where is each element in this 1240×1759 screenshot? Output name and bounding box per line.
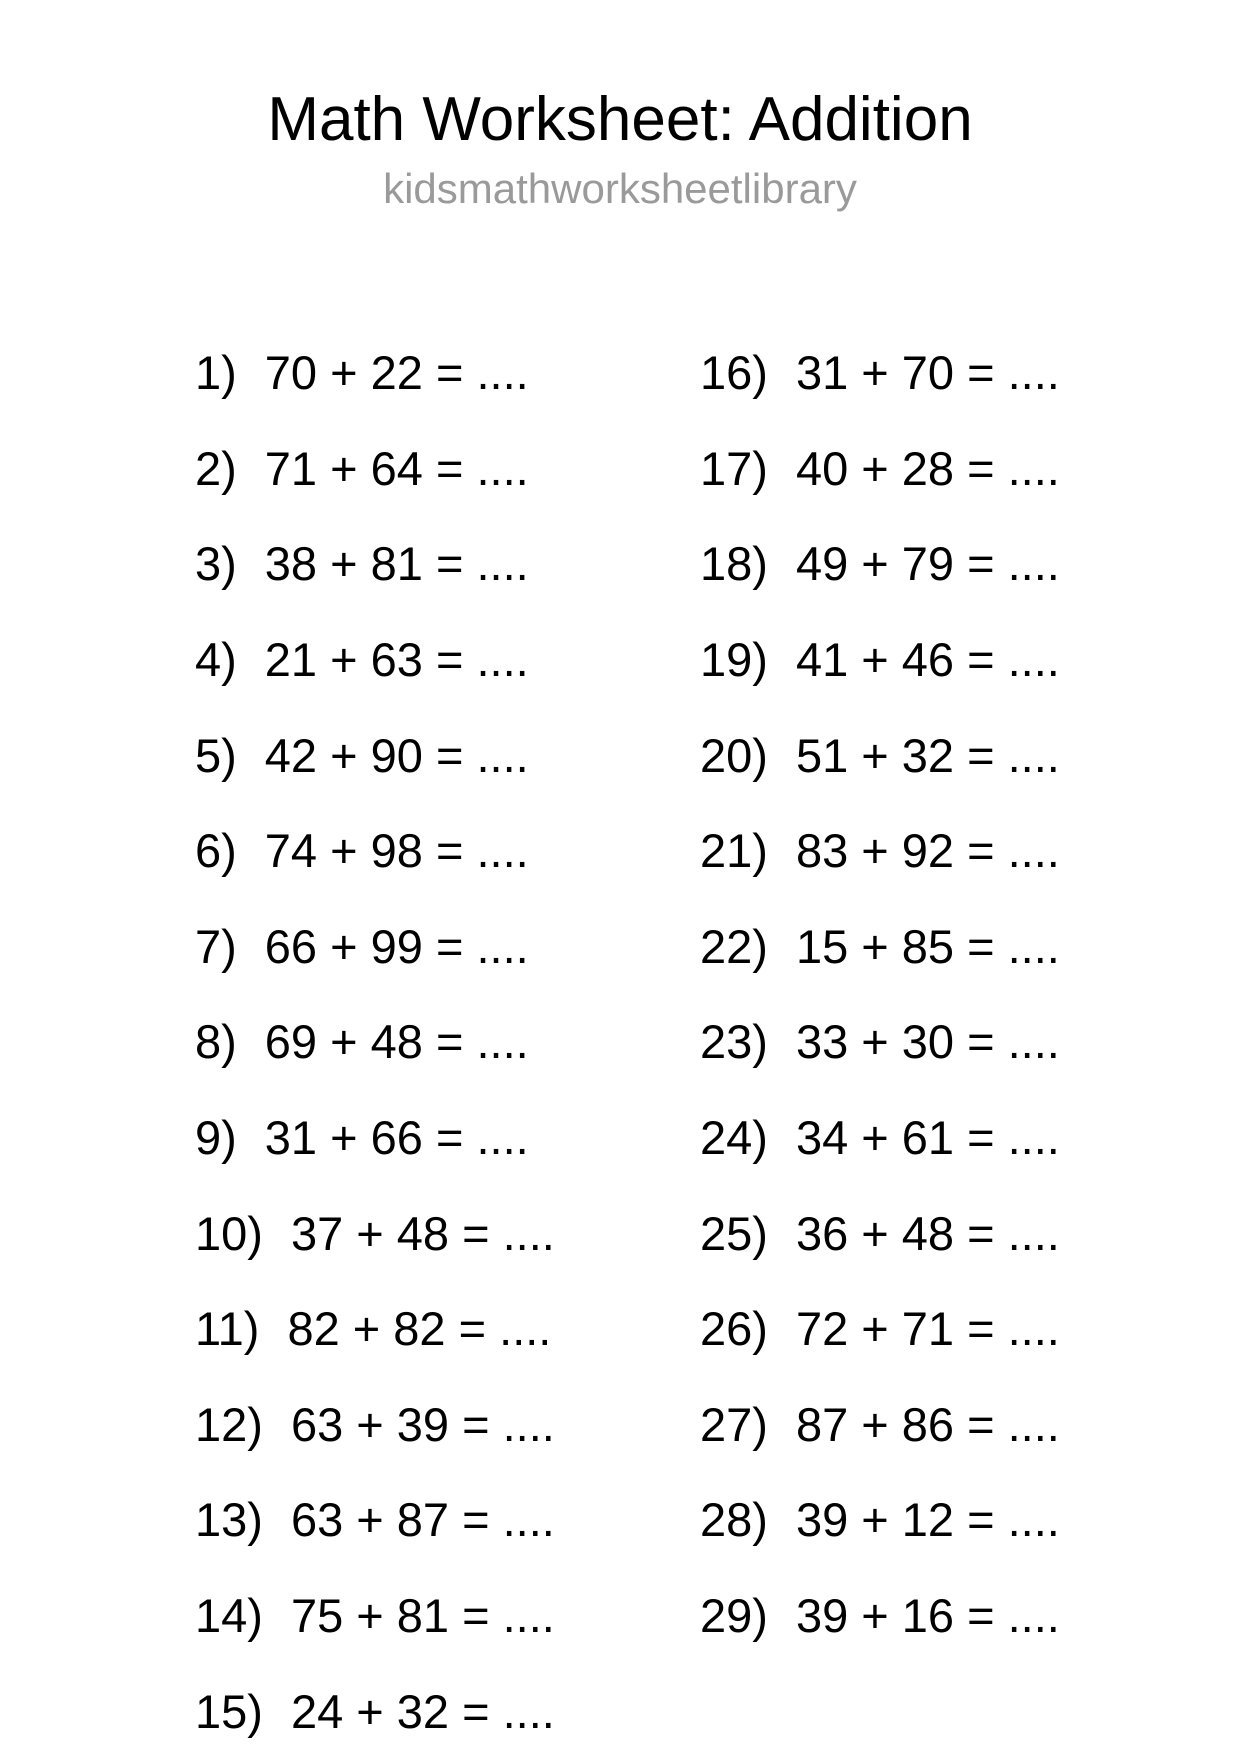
- problem-number: 20): [700, 728, 768, 782]
- problem-number: 23): [700, 1015, 768, 1069]
- problem-number: 13): [195, 1493, 263, 1547]
- problem-expression: 49 + 79 = ....: [795, 537, 1060, 591]
- problem-number: 18): [700, 537, 768, 591]
- problem-expression: 37 + 48 = ....: [290, 1206, 555, 1260]
- problem-row: [195, 899, 555, 995]
- problem-number: 11): [195, 1302, 260, 1356]
- problem-number: 6): [195, 824, 237, 878]
- problem-row: [700, 803, 1060, 899]
- problem-row: [700, 1185, 1060, 1281]
- problem-row: [195, 612, 555, 708]
- problem-expression: 38 + 81 = ....: [264, 537, 529, 591]
- problem-expression: 74 + 98 = ....: [264, 824, 529, 878]
- problem-expression: 75 + 81 = ....: [290, 1589, 555, 1643]
- problem-row: [195, 1185, 555, 1281]
- problem-row: [195, 1090, 555, 1186]
- problem-number: 19): [700, 633, 768, 687]
- problem-expression: 21 + 63 = ....: [264, 633, 529, 687]
- problem-row: [700, 994, 1060, 1090]
- problem-expression: 33 + 30 = ....: [795, 1015, 1060, 1069]
- problem-number: 24): [700, 1111, 768, 1165]
- problem-number: 4): [195, 633, 237, 687]
- problem-number: 14): [195, 1589, 263, 1643]
- problem-row: [700, 1472, 1060, 1568]
- problem-number: 27): [700, 1397, 768, 1451]
- problem-expression: 70 + 22 = ....: [264, 346, 529, 400]
- problem-expression: 69 + 48 = ....: [264, 1015, 529, 1069]
- problem-row: [195, 1663, 555, 1759]
- problem-expression: 71 + 64 = ....: [264, 441, 529, 495]
- problem-expression: 24 + 32 = ....: [290, 1684, 555, 1738]
- problem-row: [700, 707, 1060, 803]
- problem-number: 15): [195, 1684, 263, 1738]
- problem-row: [195, 707, 555, 803]
- problem-expression: 31 + 66 = ....: [264, 1111, 529, 1165]
- problem-number: 25): [700, 1206, 768, 1260]
- problem-expression: 40 + 28 = ....: [795, 441, 1060, 495]
- page-subtitle: kidsmathworksheetlibrary: [383, 165, 857, 213]
- problem-row: [700, 1377, 1060, 1473]
- problem-number: 10): [195, 1206, 263, 1260]
- problem-expression: 72 + 71 = ....: [795, 1302, 1060, 1356]
- problem-number: 3): [195, 537, 237, 591]
- problem-number: 5): [195, 728, 237, 782]
- problem-expression: 87 + 86 = ....: [795, 1397, 1060, 1451]
- worksheet-header: [0, 86, 1240, 212]
- problem-expression: 15 + 85 = ....: [795, 919, 1060, 973]
- problem-row: [195, 421, 555, 517]
- problem-row: [700, 612, 1060, 708]
- problem-expression: 34 + 61 = ....: [795, 1111, 1060, 1165]
- problem-expression: 66 + 99 = ....: [264, 919, 529, 973]
- problem-number: 7): [195, 919, 237, 973]
- problem-expression: 63 + 39 = ....: [290, 1397, 555, 1451]
- problem-row: [700, 1568, 1060, 1664]
- problem-expression: 39 + 12 = ....: [795, 1493, 1060, 1547]
- problem-number: 16): [700, 346, 768, 400]
- problem-expression: 39 + 16 = ....: [795, 1589, 1060, 1643]
- problems-column-right: [700, 325, 1060, 1663]
- problem-number: 26): [700, 1302, 768, 1356]
- problem-number: 29): [700, 1589, 768, 1643]
- problem-expression: 31 + 70 = ....: [795, 346, 1060, 400]
- problem-row: [195, 1281, 555, 1377]
- problem-row: [700, 899, 1060, 995]
- problem-row: [195, 516, 555, 612]
- problem-row: [195, 994, 555, 1090]
- problem-expression: 82 + 82 = ....: [287, 1302, 552, 1356]
- problem-row: [700, 1090, 1060, 1186]
- problem-expression: 42 + 90 = ....: [264, 728, 529, 782]
- problem-expression: 36 + 48 = ....: [795, 1206, 1060, 1260]
- problem-number: 9): [195, 1111, 237, 1165]
- problem-number: 1): [195, 346, 237, 400]
- problem-row: [700, 325, 1060, 421]
- problems-column-left: [195, 325, 555, 1759]
- problem-row: [195, 325, 555, 421]
- problem-row: [700, 421, 1060, 517]
- problem-row: [195, 1377, 555, 1473]
- page-title: Math Worksheet: Addition: [267, 85, 973, 154]
- problem-row: [195, 803, 555, 899]
- problem-number: 12): [195, 1397, 263, 1451]
- problem-number: 22): [700, 919, 768, 973]
- problem-number: 28): [700, 1493, 768, 1547]
- problem-expression: 83 + 92 = ....: [795, 824, 1060, 878]
- problem-number: 17): [700, 441, 768, 495]
- problem-expression: 63 + 87 = ....: [290, 1493, 555, 1547]
- problem-number: 8): [195, 1015, 237, 1069]
- problem-row: [195, 1472, 555, 1568]
- problem-number: 2): [195, 441, 237, 495]
- problem-number: 21): [700, 824, 768, 878]
- problem-expression: 51 + 32 = ....: [795, 728, 1060, 782]
- problem-row: [700, 516, 1060, 612]
- problem-expression: 41 + 46 = ....: [795, 633, 1060, 687]
- problem-row: [195, 1568, 555, 1664]
- problem-row: [700, 1281, 1060, 1377]
